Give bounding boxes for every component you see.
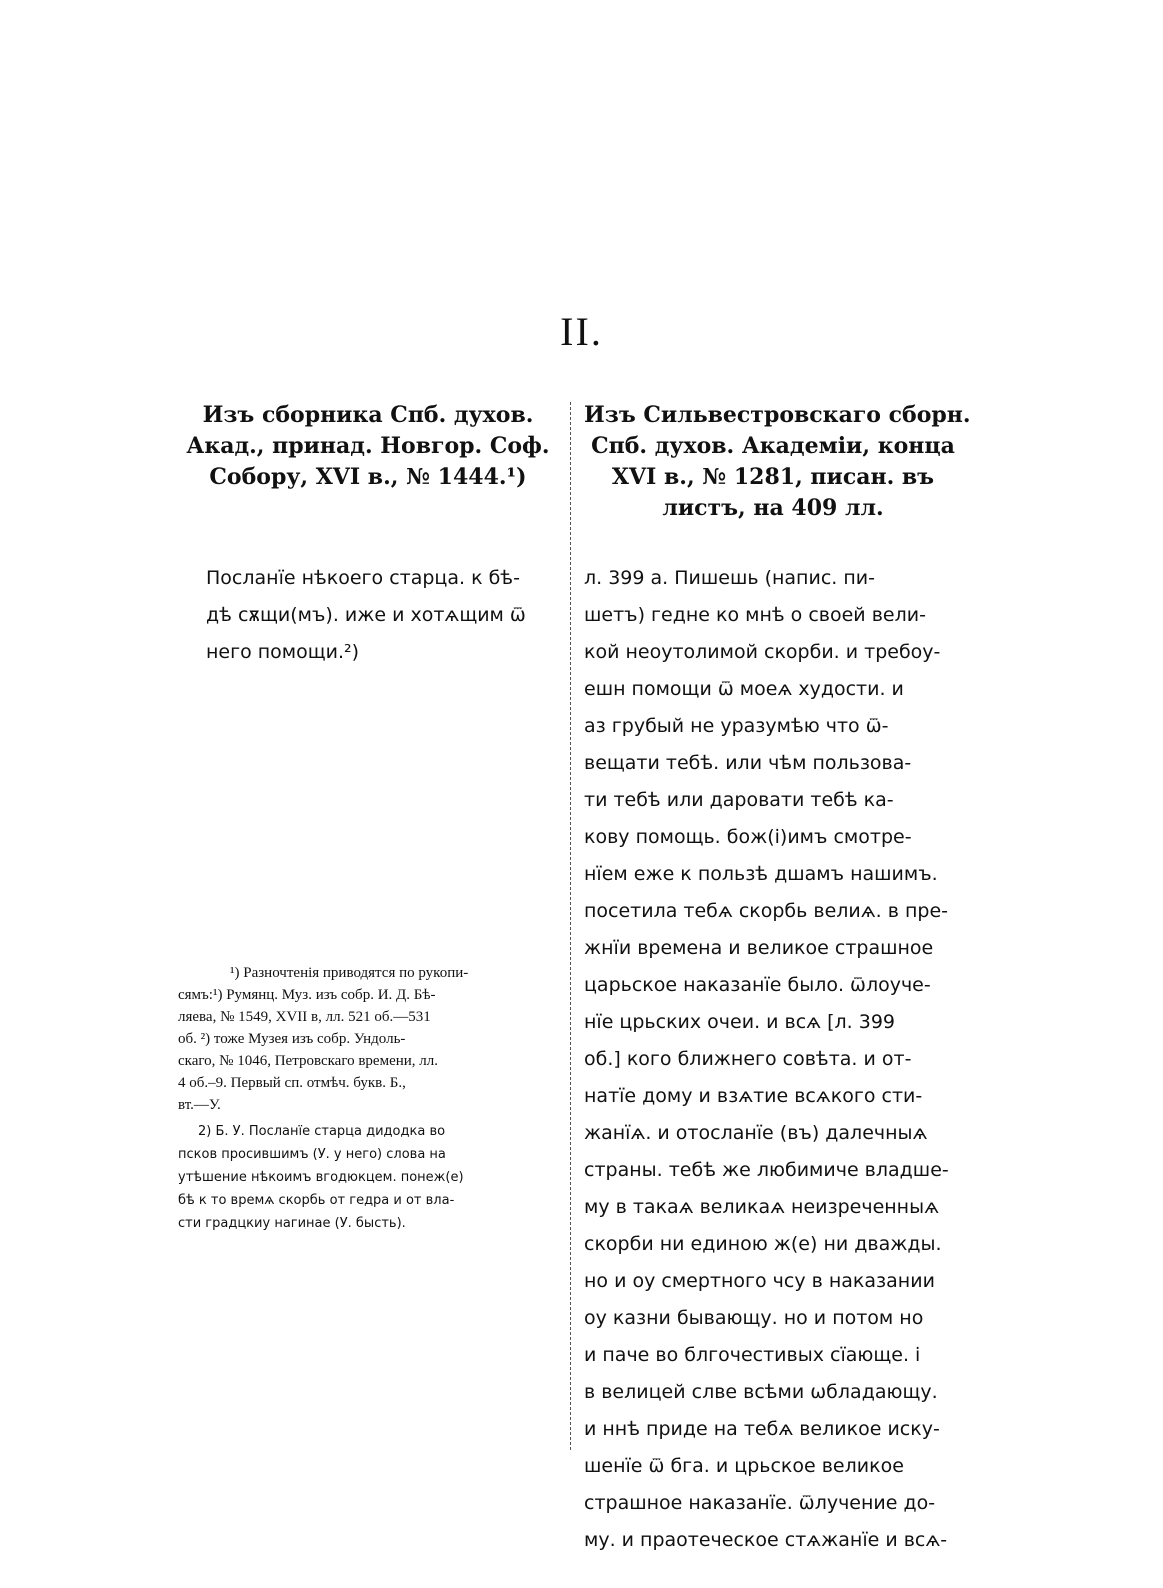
footnote-line: 2) Б. У. Посланїе старца дидодка во (198, 1124, 446, 1139)
text-line: шенїе ѿ бга. и црьское великое (584, 1455, 904, 1477)
text-line: скорби ни единою ж(е) ни дважды. (584, 1233, 942, 1255)
footnote-line: 4 об.–9. Первый сп. отмѣч. букв. Б., (178, 1075, 406, 1091)
text-line: страшное наказанїе. ѿлучение до- (584, 1492, 936, 1514)
text-line: вещати тебѣ. или чѣм пользова- (584, 752, 912, 774)
text-line: об.] кого ближнего совѣта. и от- (584, 1048, 912, 1070)
text-line: и паче во блгочестивых сїающе. і (584, 1344, 921, 1366)
section-number: II. (560, 309, 603, 354)
text-line: царьское наказанїе было. ѿлоуче- (584, 974, 931, 996)
footnote-line: псков просившимъ (У. у него) слова на (178, 1147, 446, 1162)
text-line: ти тебѣ или даровати тебѣ ка- (584, 789, 894, 811)
text-line: аз грубый не уразумѣю что ѿ- (584, 715, 889, 737)
footnote-line: ¹) Разночтенія приводятся по рукопи- (230, 965, 469, 981)
left-column-text (206, 560, 526, 671)
footnotes (178, 962, 574, 1235)
text-line: страны. тебѣ же любимиче владше- (584, 1159, 949, 1181)
text-line: жнїи времена и великое страшное (584, 937, 934, 959)
footnote-line: бѣ к то времѧ скорбь от гедра и от вла- (178, 1193, 455, 1208)
text-line: шетъ) гедне ко мнѣ о своей вели- (584, 604, 926, 626)
left-column-heading (178, 400, 558, 493)
heading-line: Акад., принад. Новгор. Соф. (186, 433, 550, 459)
text-line: но и оу смертного чсу в наказании (584, 1270, 935, 1292)
footnote-line: ляева, № 1549, XVII в, лл. 521 об.—531 (178, 1009, 431, 1025)
text-line: нїем еже к пользѣ дшамъ нашимъ. (584, 863, 938, 885)
heading-line: листъ, на 409 лл. (662, 495, 884, 521)
text-line: дѣ сѫщи(мъ). иже и хотѧщим ѿ (206, 604, 526, 626)
footnote-line: сти градцкиу нагинае (У. бысть). (178, 1216, 406, 1231)
text-line: нїе црьских очеи. и всѧ [л. 399 (584, 1011, 895, 1033)
column-divider (570, 402, 571, 1450)
footnote-line: вт.—У. (178, 1097, 221, 1113)
text-line: кой неоутолимой скорби. и требоу- (584, 641, 941, 663)
text-line: посетила тебѧ скорбь велиѧ. в пре- (584, 900, 948, 922)
text-line: и ннѣ приде на тебѧ великое иску- (584, 1418, 940, 1440)
right-column (584, 400, 971, 1551)
text-line: му. и праотеческое стѧжанїе и всѧ- (584, 1529, 948, 1551)
right-column-text (584, 560, 949, 1559)
heading-line: Собору, XVI в., № 1444.¹) (209, 464, 527, 490)
right-column-heading (584, 400, 971, 524)
footnote-line: скаго, № 1046, Петровскаго времени, лл. (178, 1053, 439, 1069)
text-line: л. 399 а. Пишешь (напис. пи- (584, 567, 875, 589)
text-line: му в такаѧ великаѧ неизреченныѧ (584, 1196, 939, 1218)
text-line: Посланїе нѣкоего старца. к бѣ- (206, 567, 520, 589)
footnote-1 (178, 962, 574, 1116)
text-line: кову помощь. бож(і)имъ смотре- (584, 826, 912, 848)
heading-line: Изъ сборника Спб. духов. (202, 402, 534, 428)
text-line: жанїѧ. и отосланїе (въ) далечныѧ (584, 1122, 928, 1144)
heading-line: Изъ Сильвестровскаго сборн. (584, 402, 971, 428)
text-line: него помощи.²) (206, 641, 360, 663)
footnote-line: сямъ:¹) Румянц. Муз. изъ собр. И. Д. Бѣ- (178, 987, 436, 1003)
text-line: оу казни бывающу. но и потом но (584, 1307, 924, 1329)
left-column (178, 400, 558, 1231)
footnote-2 (178, 1120, 574, 1235)
footnote-line: утѣшение нѣкоимъ вгодюкцем. понеж(е) (178, 1170, 464, 1185)
heading-line: XVI в., № 1281, писан. въ (611, 464, 935, 490)
text-line: натїе дому и взѧтие всѧкого сти- (584, 1085, 923, 1107)
text-line: в велицей слве всѣми ѡбладающу. (584, 1381, 938, 1403)
text-line: ешн помощи ѿ моеѧ худости. и (584, 678, 904, 700)
heading-line: Спб. духов. Академіи, конца (591, 433, 955, 459)
footnote-line: об. ²) тожe Музея изъ собр. Ундоль- (178, 1031, 406, 1047)
